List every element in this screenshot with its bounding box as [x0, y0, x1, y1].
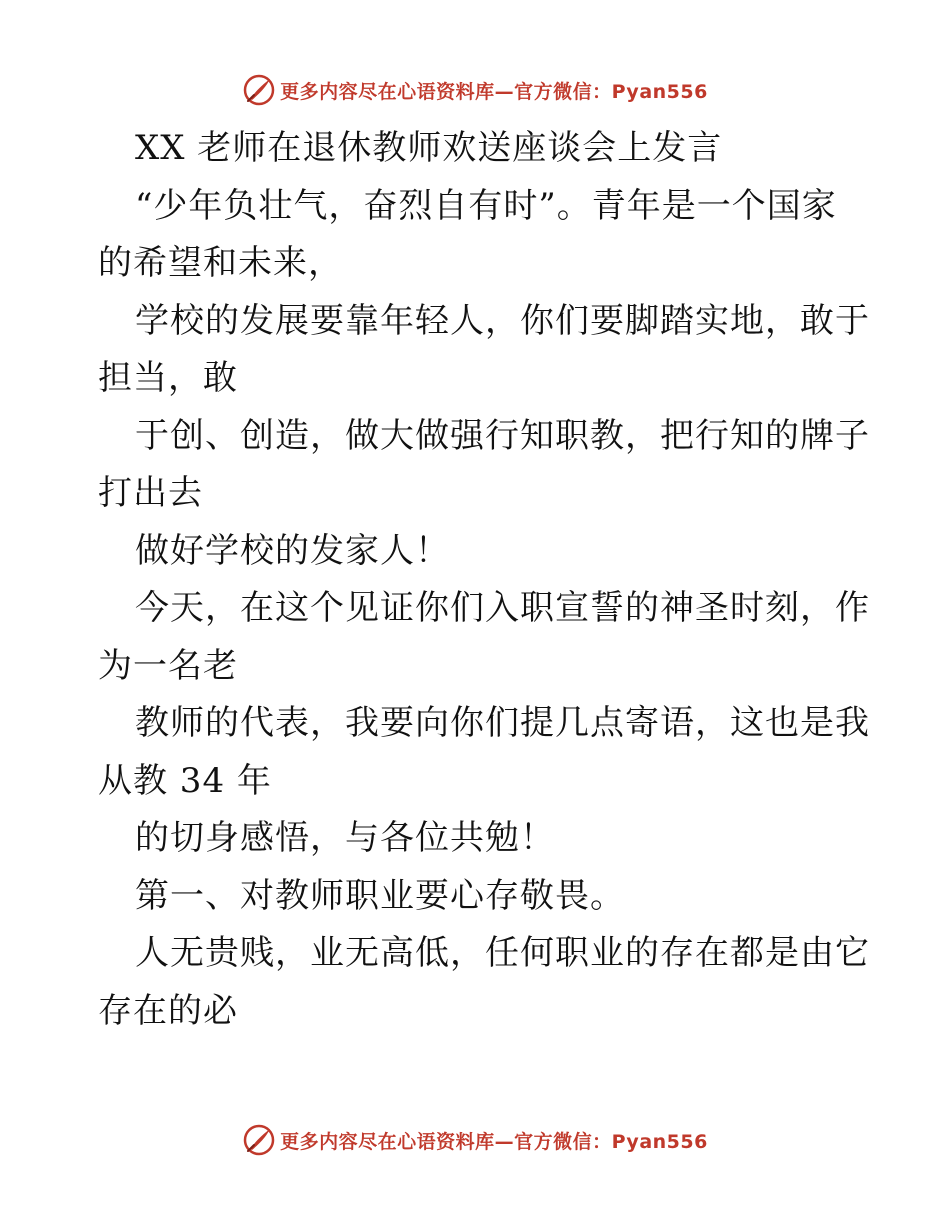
- header-banner-text: 更多内容尽在心语资料库—官方微信：Pyan556: [280, 80, 708, 103]
- footer-banner-text: 更多内容尽在心语资料库—官方微信：Pyan556: [280, 1130, 708, 1153]
- paragraph-line: 的切身感悟，与各位共勉！: [135, 818, 555, 858]
- quill-pen-logo-icon: [242, 73, 276, 107]
- paragraph-line: 今天，在这个见证你们入职宣誓的神圣时刻，作: [135, 588, 870, 628]
- quill-pen-logo-icon: [242, 1123, 276, 1157]
- paragraph-line: 人无贵贱，业无高低，任何职业的存在都是由它: [135, 933, 870, 973]
- document-body: [98, 120, 870, 1040]
- paragraph-line: 学校的发展要靠年轻人，你们要脚踏实地，敢于: [135, 300, 870, 341]
- paragraph-line: 为一名老: [98, 645, 238, 686]
- footer-banner: [0, 1120, 950, 1160]
- paragraph-line: 于创、创造，做大做强行知职教，把行知的牌子: [135, 415, 870, 456]
- paragraph-line: 做好学校的发家人！: [135, 530, 450, 571]
- section-heading: 第一、对教师职业要心存敬畏。: [135, 875, 625, 916]
- paragraph-line: 从教 34 年: [98, 760, 272, 801]
- paragraph-line: “少年负壮气，奋烈自有时”。青年是一个国家: [135, 185, 837, 226]
- paragraph-line: 教师的代表，我要向你们提几点寄语，这也是我: [135, 703, 870, 743]
- header-banner: [0, 70, 950, 110]
- paragraph-line: 的希望和未来，: [98, 243, 343, 283]
- paragraph-line: 担当，敢: [98, 358, 238, 398]
- paragraph-line: 打出去: [98, 473, 203, 513]
- document-title: XX 老师在退休教师欢送座谈会上发言: [135, 128, 723, 168]
- paragraph-line: 存在的必: [98, 990, 238, 1031]
